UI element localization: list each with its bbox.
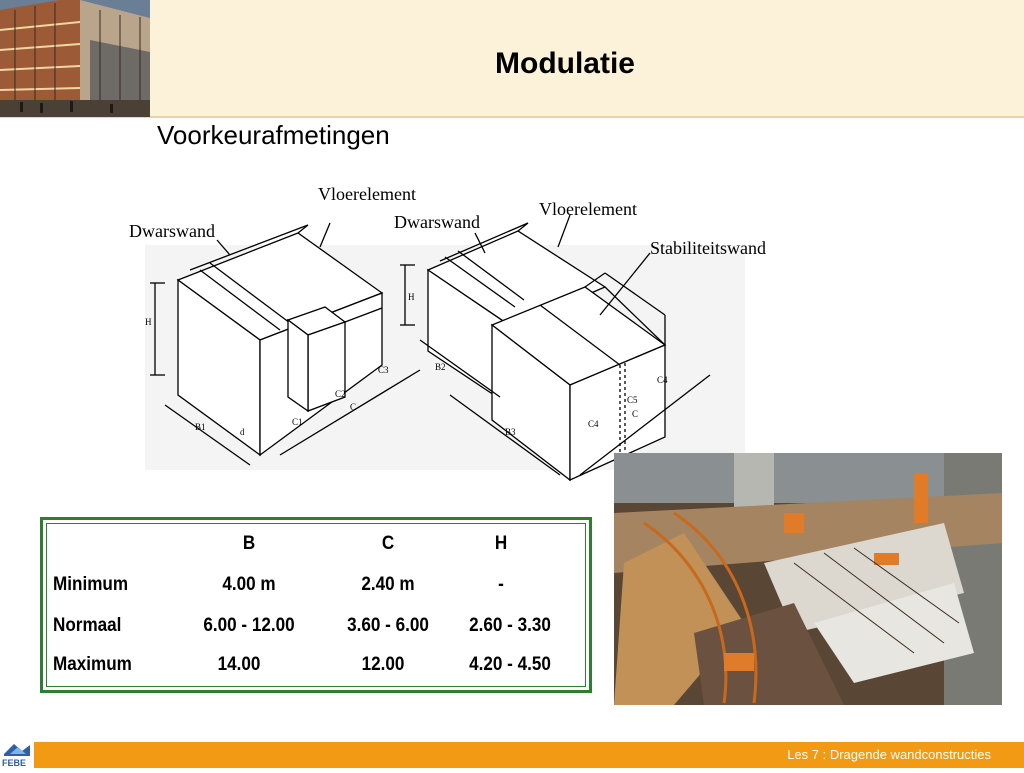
- dim-c5: C5: [627, 395, 638, 405]
- dim-b2: B2: [435, 362, 446, 372]
- dim-c2: C2: [335, 389, 346, 399]
- cell-minimum-b: 4.00 m: [222, 574, 276, 595]
- label-vloerelement-right: Vloerelement: [539, 199, 637, 219]
- row-label-normaal: Normaal: [53, 615, 122, 636]
- slide-subtitle: Voorkeurafmetingen: [157, 120, 390, 150]
- dim-d: d: [240, 427, 245, 437]
- header-rule: [0, 116, 1024, 118]
- dimensions-table: [40, 517, 592, 693]
- cell-normaal-b: 6.00 - 12.00: [203, 615, 295, 636]
- cell-minimum-h: -: [498, 574, 504, 595]
- dim-h-right: H: [408, 292, 415, 302]
- label-vloerelement-left: Vloerelement: [318, 184, 416, 204]
- dim-b1: B1: [195, 422, 206, 432]
- dim-c-left: C: [350, 402, 357, 412]
- building-photo: [0, 0, 150, 117]
- header-b: B: [242, 533, 256, 554]
- label-dwarswand-left: Dwarswand: [129, 221, 215, 241]
- isometric-module-diagram: [120, 175, 810, 485]
- cell-normaal-c: 3.60 - 6.00: [347, 615, 429, 636]
- label-stabiliteitswand: Stabiliteitswand: [650, 238, 766, 258]
- dim-c3: C3: [378, 365, 389, 375]
- cell-minimum-c: 2.40 m: [361, 574, 415, 595]
- febe-logo: [0, 742, 34, 768]
- cell-maximum-h: 4.20 - 4.50: [469, 654, 551, 675]
- dim-c4: C4: [588, 419, 599, 429]
- dim-h-left: H: [145, 317, 152, 327]
- dim-c1: C1: [292, 417, 303, 427]
- cell-maximum-c: 12.00: [361, 654, 405, 675]
- header-h: H: [494, 533, 508, 554]
- dim-c4-right: C4: [657, 375, 668, 385]
- row-label-maximum: Maximum: [53, 654, 132, 675]
- dim-c-right: C: [632, 409, 639, 419]
- construction-site-photo: [614, 453, 1002, 705]
- cell-maximum-b: 14.00: [217, 654, 261, 675]
- logo-text: FEBE: [2, 758, 27, 768]
- header-c: C: [381, 533, 395, 554]
- footer-course-text: Les 7 : Dragende wandconstructies: [787, 747, 991, 762]
- cell-normaal-h: 2.60 - 3.30: [469, 615, 551, 636]
- slide-title: Modulatie: [495, 47, 635, 80]
- label-dwarswand-right: Dwarswand: [394, 212, 480, 232]
- row-label-minimum: Minimum: [53, 574, 129, 595]
- dim-b3: B3: [505, 427, 516, 437]
